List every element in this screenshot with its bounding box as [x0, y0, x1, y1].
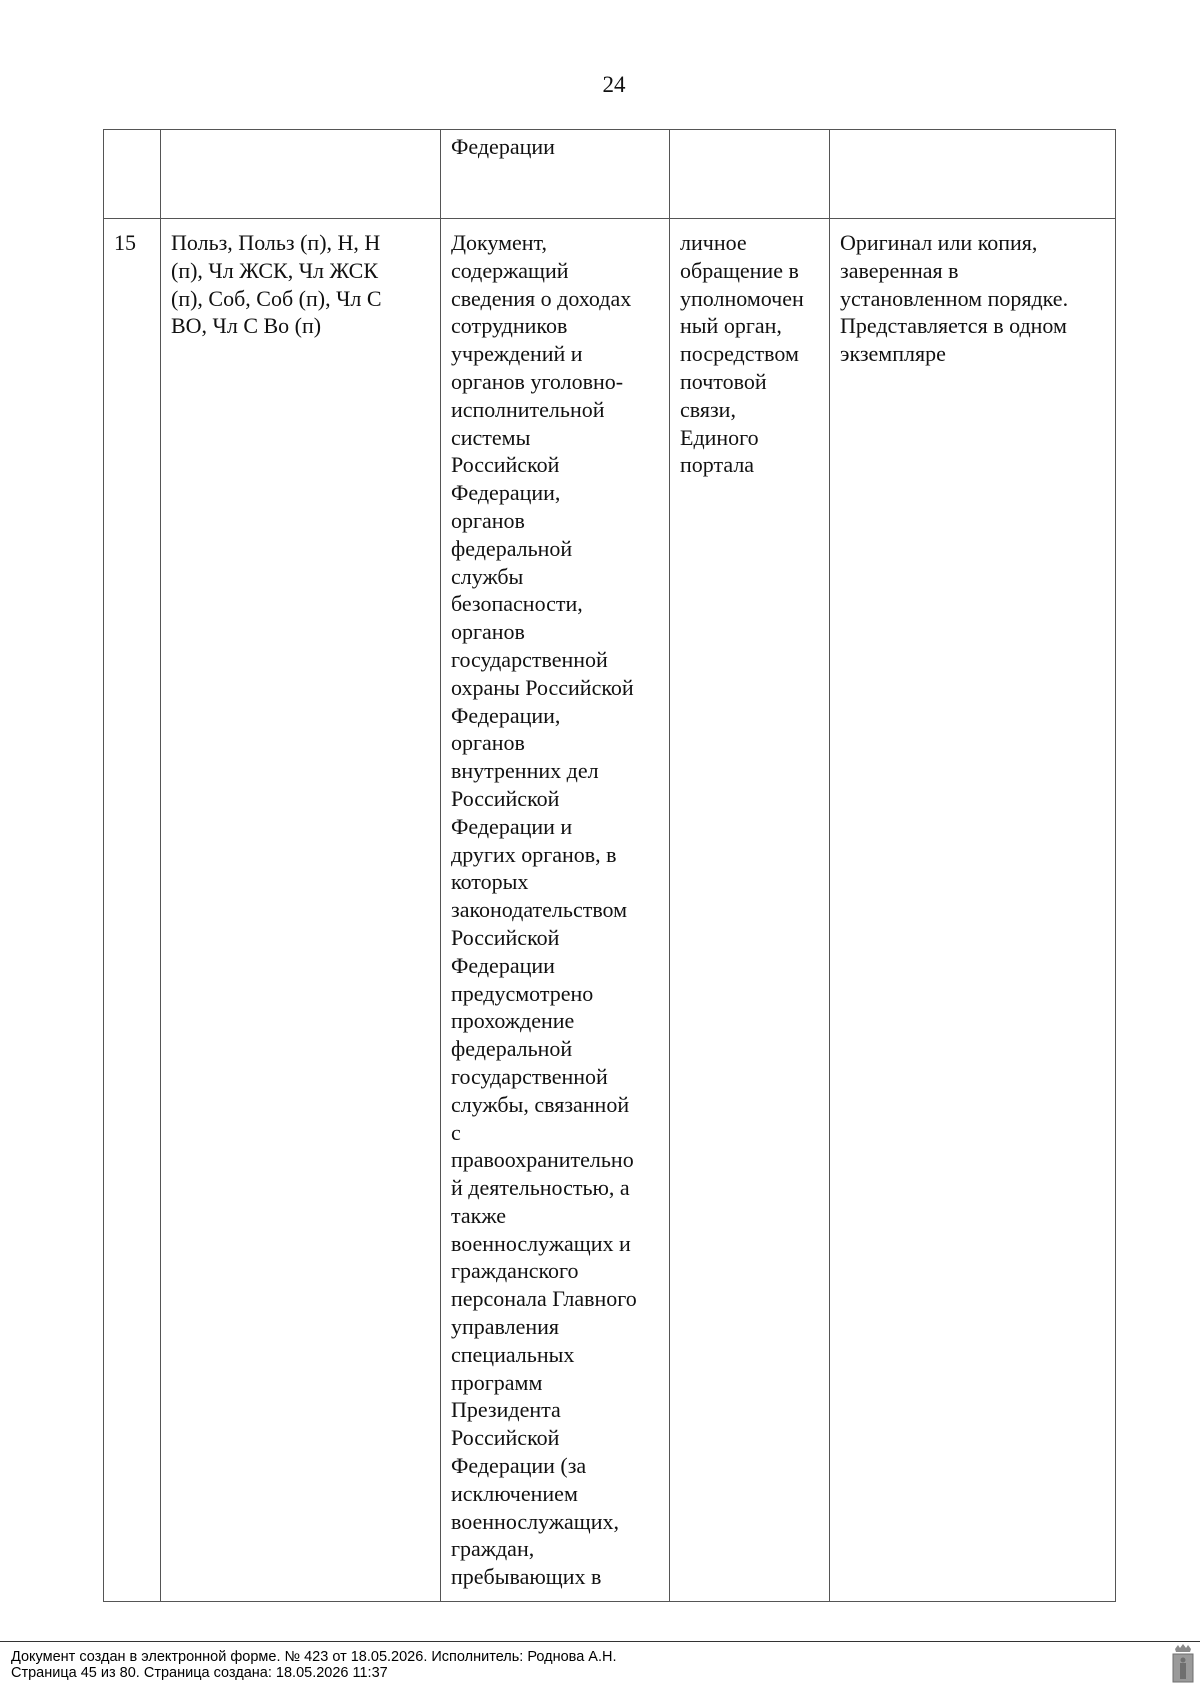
cell-form	[830, 219, 1116, 1602]
text-line: портала	[680, 452, 755, 478]
cell-number-empty	[104, 130, 161, 219]
text-line: военнослужащих,	[451, 1508, 619, 1534]
text-line: других органов, в	[451, 841, 617, 867]
cell-document-continued	[441, 130, 670, 219]
coat-of-arms-icon	[1171, 1643, 1195, 1687]
form-text	[840, 229, 1105, 368]
text-line: органов уголовно-	[451, 368, 624, 394]
document-table	[103, 129, 1116, 1602]
text-line: Федерации и	[451, 813, 573, 839]
cell-row-number	[104, 219, 161, 1602]
text-line: содержащий	[451, 257, 569, 283]
text-line: граждан,	[451, 1536, 535, 1562]
text-line: гражданского	[451, 1258, 579, 1284]
text-line: органов	[451, 507, 525, 533]
text-line: военнослужащих и	[451, 1230, 631, 1256]
table-row-continued	[104, 130, 1116, 219]
row-number: 15	[114, 230, 136, 255]
text-line: программ	[451, 1369, 543, 1395]
document-text	[451, 229, 659, 1591]
text-line: заверенная в	[840, 257, 959, 283]
text-line: ный орган,	[680, 313, 782, 339]
text-line: Федерации (за	[451, 1453, 587, 1479]
text-line: Оригинал или копия,	[840, 230, 1038, 255]
applicants-text	[171, 229, 430, 340]
text-line: (п), Соб, Соб (п), Чл С	[171, 285, 382, 311]
text-line: законодательством	[451, 897, 628, 923]
text-line: личное	[680, 230, 747, 255]
text-line: Российской	[451, 785, 560, 811]
cell-method-empty	[670, 130, 830, 219]
text-line: Польз, Польз (п), Н, Н	[171, 230, 381, 255]
text-line: Документ,	[451, 230, 548, 255]
text-line: федеральной	[451, 1036, 573, 1062]
text-line: ВО, Чл С Во (п)	[171, 313, 322, 339]
text-line: службы, связанной	[451, 1091, 630, 1117]
footer-line-2: Страница 45 из 80. Страница создана: 18.05.2026 11:37	[11, 1665, 388, 1681]
footer	[11, 1649, 617, 1681]
text-line: безопасности,	[451, 591, 583, 617]
text-line: органов	[451, 730, 525, 756]
text-line: Российской	[451, 1425, 560, 1451]
text-line: й деятельностью, а	[451, 1175, 630, 1201]
text-line: с	[451, 1119, 461, 1145]
text-line: Федерации,	[451, 480, 561, 506]
text-line: пребывающих в	[451, 1564, 602, 1590]
text-line: Федерации,	[451, 702, 561, 728]
text-line: прохождение	[451, 1008, 575, 1034]
cell-submission-method	[670, 219, 830, 1602]
text-line: Президента	[451, 1397, 561, 1423]
text-line: Представляется в одном	[840, 313, 1067, 339]
cell-form-empty	[830, 130, 1116, 219]
text-line: федеральной	[451, 535, 573, 561]
text-line: органов	[451, 619, 525, 645]
text-line: Российской	[451, 924, 560, 950]
text-line: экземпляре	[840, 341, 946, 367]
text-line: государственной	[451, 646, 608, 672]
text-line: управления	[451, 1314, 560, 1340]
text-line: системы	[451, 424, 531, 450]
text-line: которых	[451, 869, 529, 895]
text-line: охраны Российской	[451, 674, 634, 700]
text-line: службы	[451, 563, 524, 589]
text-line: установленном порядке.	[840, 285, 1069, 311]
submission-method-text	[680, 229, 819, 479]
text-line: также	[451, 1202, 507, 1228]
text-line: Федерации	[451, 952, 555, 978]
document-tail-text: Федерации	[451, 134, 555, 159]
table-row	[104, 219, 1116, 1602]
cell-applicants-empty	[161, 130, 441, 219]
text-line: предусмотрено	[451, 980, 594, 1006]
footer-line-1: Документ создан в электронной форме. № 423 от 18.05.2026. Исполнитель: Роднова А.Н.	[11, 1649, 617, 1665]
cell-document	[441, 219, 670, 1602]
footer-divider	[0, 1641, 1200, 1642]
text-line: сотрудников	[451, 313, 568, 339]
text-line: специальных	[451, 1341, 575, 1367]
text-line: Российской	[451, 452, 560, 478]
text-line: государственной	[451, 1063, 608, 1089]
text-line: исключением	[451, 1480, 578, 1506]
text-line: почтовой	[680, 368, 767, 394]
text-line: Единого	[680, 424, 759, 450]
page-number: 24	[602, 72, 626, 97]
text-line: (п), Чл ЖСК, Чл ЖСК	[171, 257, 379, 283]
text-line: исполнительной	[451, 396, 605, 422]
text-line: персонала Главного	[451, 1286, 637, 1312]
cell-applicants	[161, 219, 441, 1602]
text-line: учреждений и	[451, 341, 583, 367]
text-line: сведения о доходах	[451, 285, 632, 311]
text-line: посредством	[680, 341, 799, 367]
text-line: связи,	[680, 396, 736, 422]
text-line: правоохранительно	[451, 1147, 634, 1173]
text-line: внутренних дел	[451, 758, 599, 784]
text-line: уполномочен	[680, 285, 804, 311]
text-line: обращение в	[680, 257, 799, 283]
